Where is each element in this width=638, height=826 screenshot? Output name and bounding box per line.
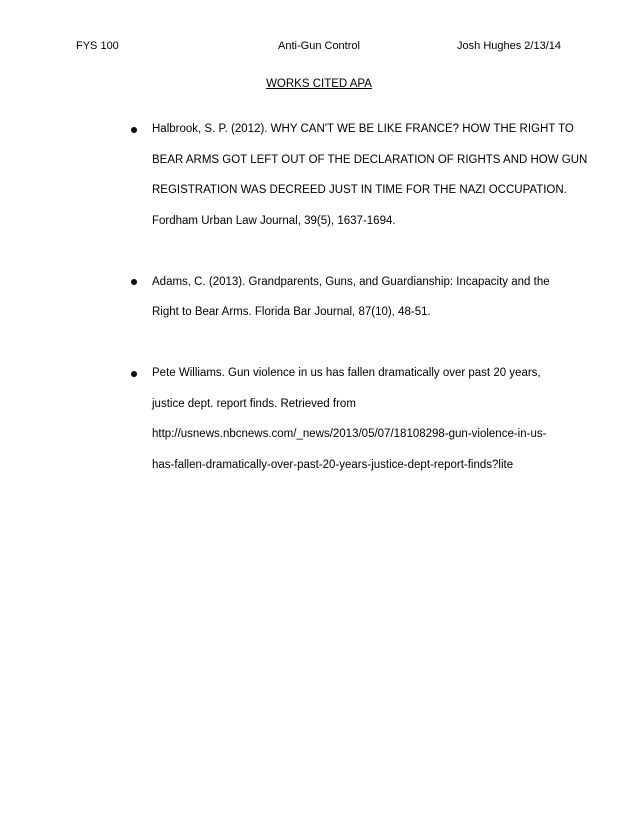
reference-item [128, 358, 568, 480]
reference-line: BEAR ARMS GOT LEFT OUT OF THE DECLARATION OF RIGHTS AND HOW GUN [152, 153, 588, 166]
reference-url-line: http://usnews.nbcnews.com/_news/2013/05/07/18108298-gun-violence-in-us- [152, 428, 547, 440]
reference-line: Adams, C. (2013). Grandparents, Guns, and Guardianship: Incapacity and the [152, 275, 550, 288]
page-title: WORKS CITED APA [266, 78, 372, 90]
bullet-icon [131, 127, 137, 133]
reference-item [128, 114, 588, 236]
page-header [0, 38, 638, 54]
reference-line: REGISTRATION WAS DECREED JUST IN TIME FOR THE NAZI OCCUPATION. [152, 184, 567, 196]
header-course: FYS 100 [76, 40, 119, 52]
bullet-icon [131, 279, 137, 285]
reference-line: justice dept. report finds. Retrieved from [152, 397, 356, 410]
header-author-date: Josh Hughes 2/13/14 [457, 40, 561, 52]
reference-item [128, 267, 568, 328]
reference-url-line: has-fallen-dramatically-over-past-20-years-justice-dept-report-finds?lite [152, 458, 514, 471]
header-topic: Anti-Gun Control [278, 40, 360, 52]
reference-line: Right to Bear Arms. Florida Bar Journal, 87(10), 48-51. [152, 306, 431, 318]
reference-line: Fordham Urban Law Journal, 39(5), 1637-1694. [152, 214, 396, 227]
reference-line: Halbrook, S. P. (2012). WHY CAN'T WE BE LIKE FRANCE? HOW THE RIGHT TO [152, 123, 574, 135]
reference-list [128, 114, 588, 480]
bullet-icon [131, 371, 137, 377]
reference-line: Pete Williams. Gun violence in us has fallen dramatically over past 20 years, [152, 367, 541, 379]
